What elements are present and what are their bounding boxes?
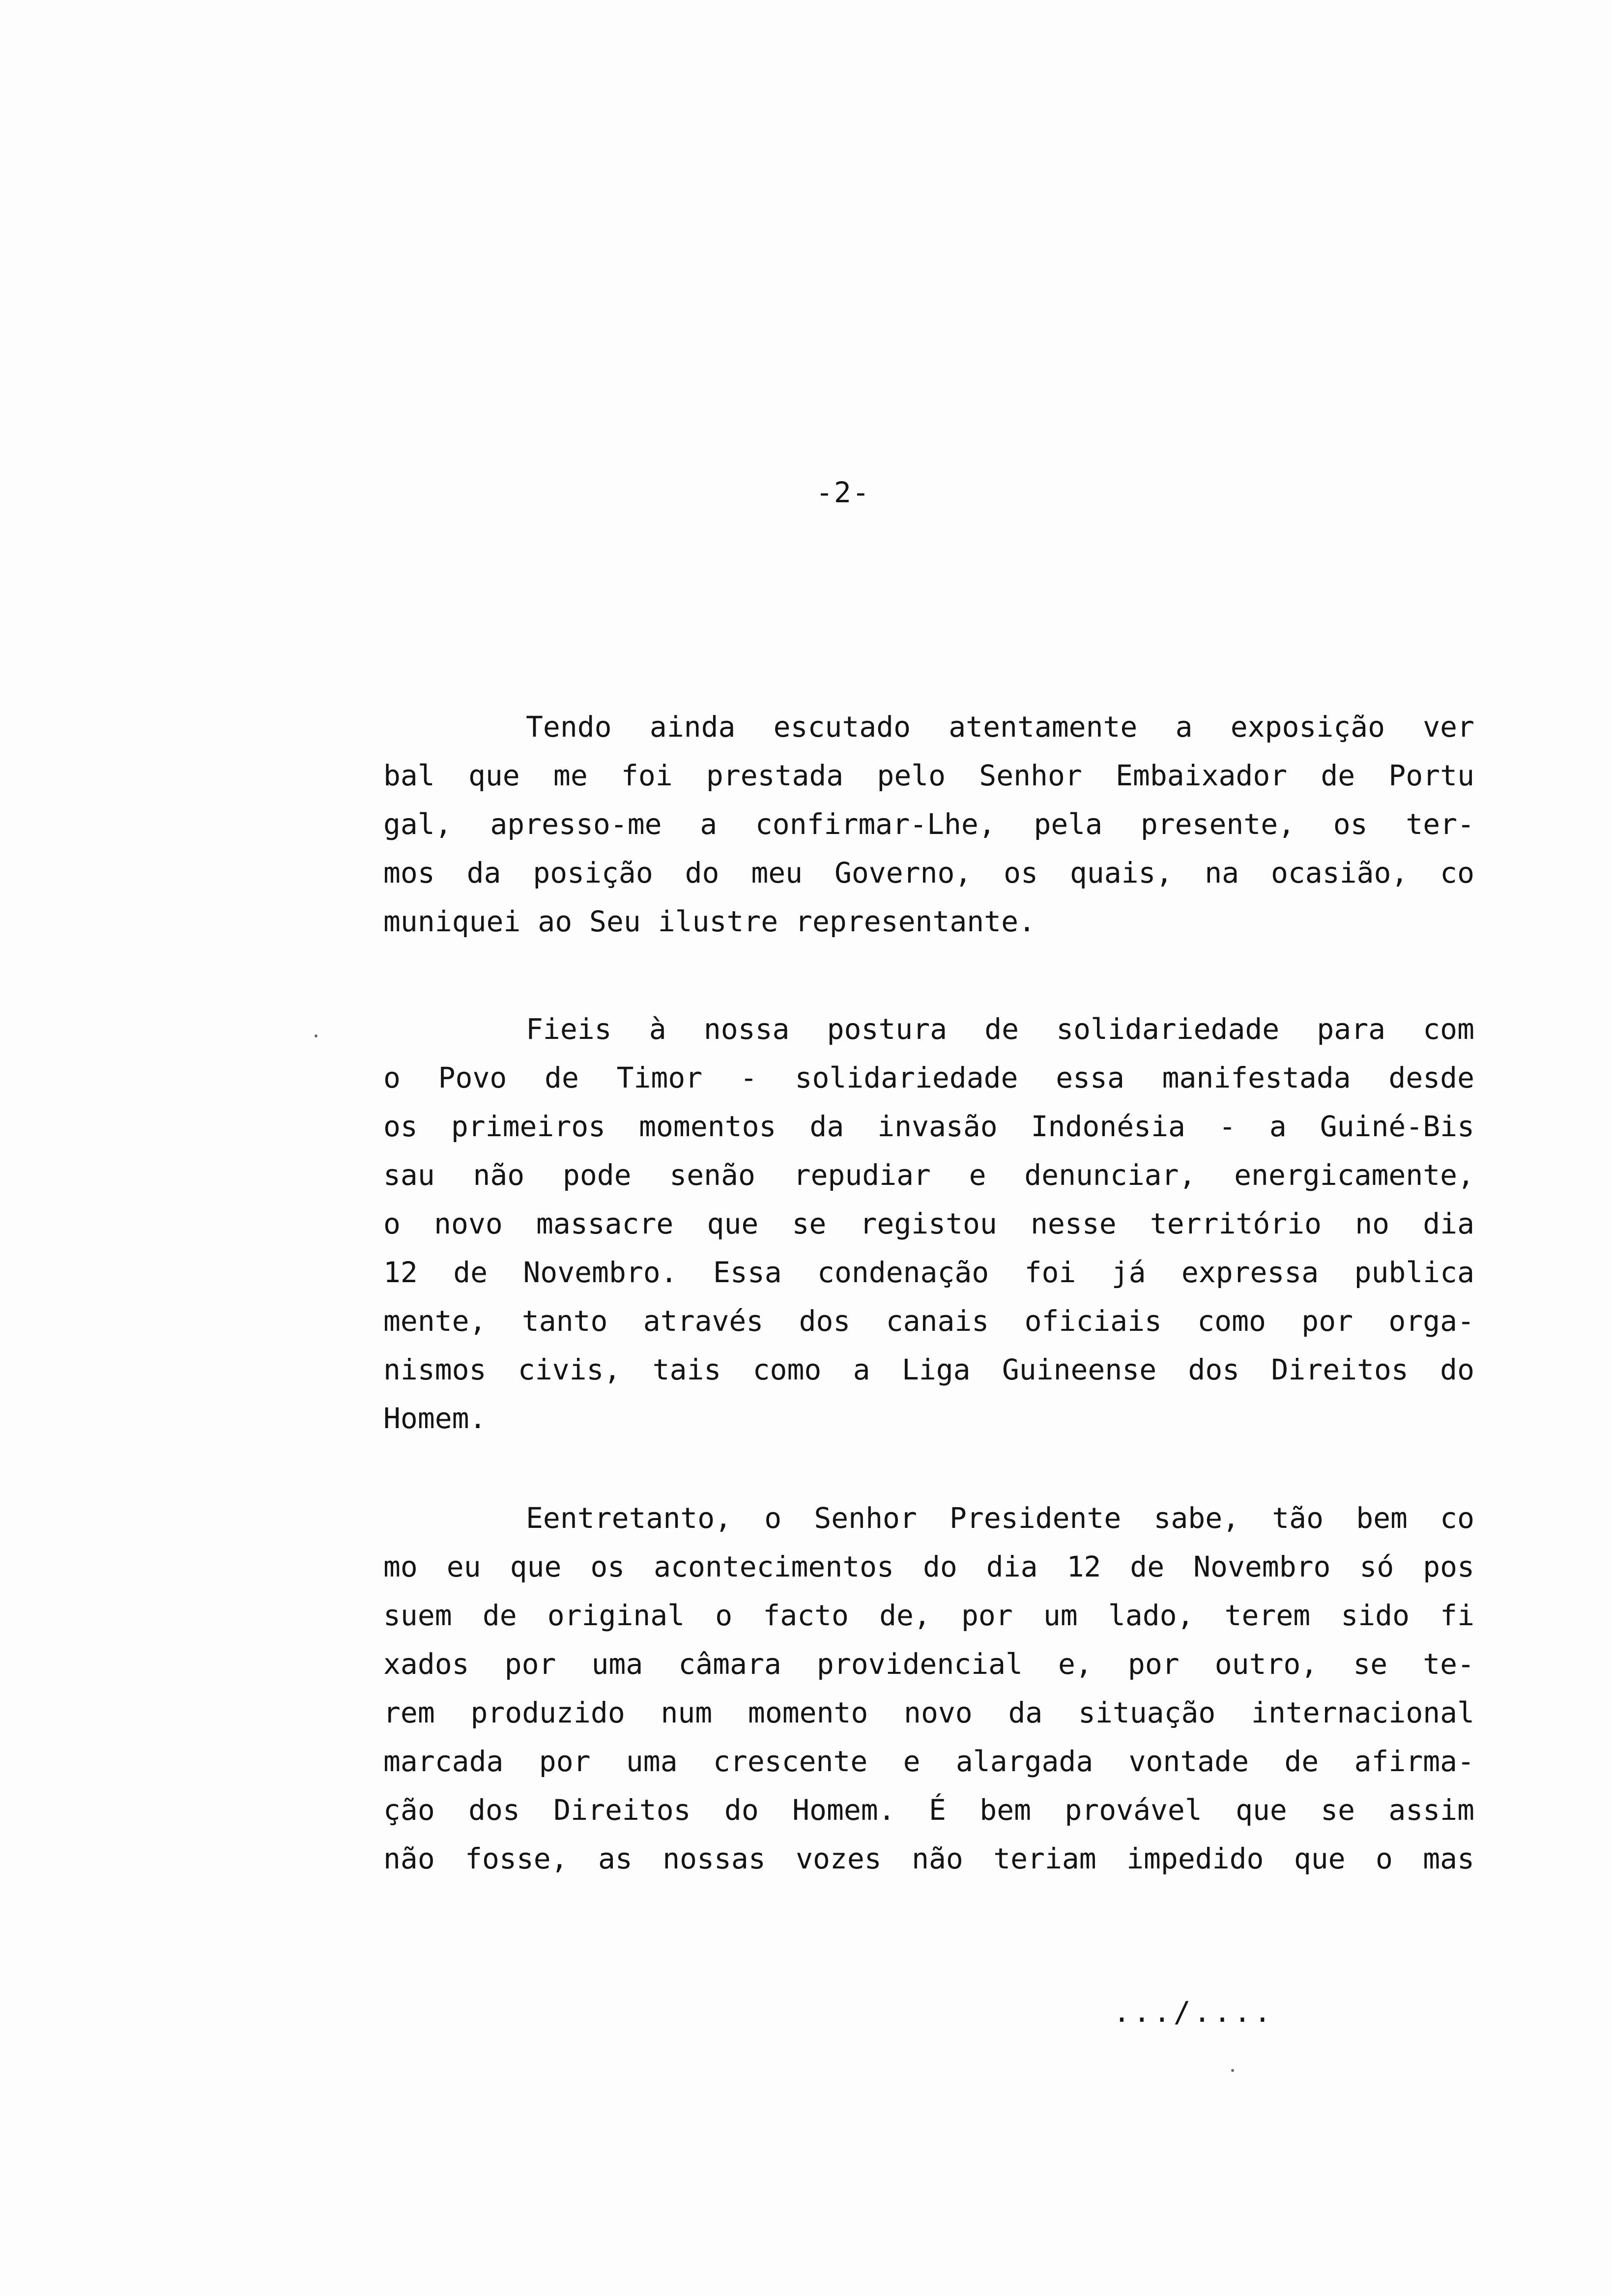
paragraph-line: 12 de Novembro. Essa condenação foi já expressa publica <box>383 1256 1474 1289</box>
scan-speck <box>1231 2069 1234 2072</box>
paragraph-line: rem produzido num momento novo da situação internacional <box>383 1696 1474 1729</box>
scan-speck <box>315 1034 317 1037</box>
paragraph-line: nismos civis, tais como a Liga Guineense dos Direitos do <box>383 1353 1474 1386</box>
paragraph-line: ção dos Direitos do Homem. É bem provável que se assim <box>383 1793 1474 1827</box>
paragraph-line: mo eu que os acontecimentos do dia 12 de Novembro só pos <box>383 1550 1474 1583</box>
page-number: -2- <box>816 476 870 509</box>
paragraph-line: Eentretanto, o Senhor Presidente sabe, tão bem co <box>526 1501 1474 1535</box>
paragraph-line: suem de original o facto de, por um lado, terem sido fi <box>383 1599 1474 1632</box>
paragraph-line: marcada por uma crescente e alargada vontade de afirma- <box>383 1745 1474 1778</box>
paragraph-line: sau não pode senão repudiar e denunciar, energicamente, <box>383 1158 1474 1192</box>
paragraph-1 <box>383 703 1474 946</box>
paragraph-line: mos da posição do meu Governo, os quais, na ocasião, co <box>383 856 1474 890</box>
paragraph-line: os primeiros momentos da invasão Indonésia - a Guiné-Bis <box>383 1110 1474 1143</box>
paragraph-line: bal que me foi prestada pelo Senhor Embaixador de Portu <box>383 759 1474 792</box>
paragraph-line: xados por uma câmara providencial e, por outro, se te- <box>383 1647 1474 1681</box>
continuation-mark: .../.... <box>1113 1995 1274 2029</box>
paragraph-line: muniquei ao Seu ilustre representante. <box>383 905 1036 938</box>
paragraph-line: mente, tanto através dos canais oficiais como por orga- <box>383 1304 1474 1338</box>
paragraph-3 <box>383 1494 1474 1883</box>
paragraph-line: Fieis à nossa postura de solidariedade para com <box>526 1012 1474 1046</box>
paragraph-2 <box>383 1005 1474 1443</box>
paragraph-line: Homem. <box>383 1402 487 1435</box>
paragraph-line: o Povo de Timor - solidariedade essa manifestada desde <box>383 1061 1474 1094</box>
paragraph-line: Tendo ainda escutado atentamente a exposição ver <box>526 710 1474 744</box>
paragraph-line: não fosse, as nossas vozes não teriam impedido que o mas <box>383 1842 1474 1875</box>
paragraph-line: o novo massacre que se registou nesse território no dia <box>383 1207 1474 1240</box>
paragraph-line: gal, apresso-me a confirmar-Lhe, pela presente, os ter- <box>383 807 1474 841</box>
